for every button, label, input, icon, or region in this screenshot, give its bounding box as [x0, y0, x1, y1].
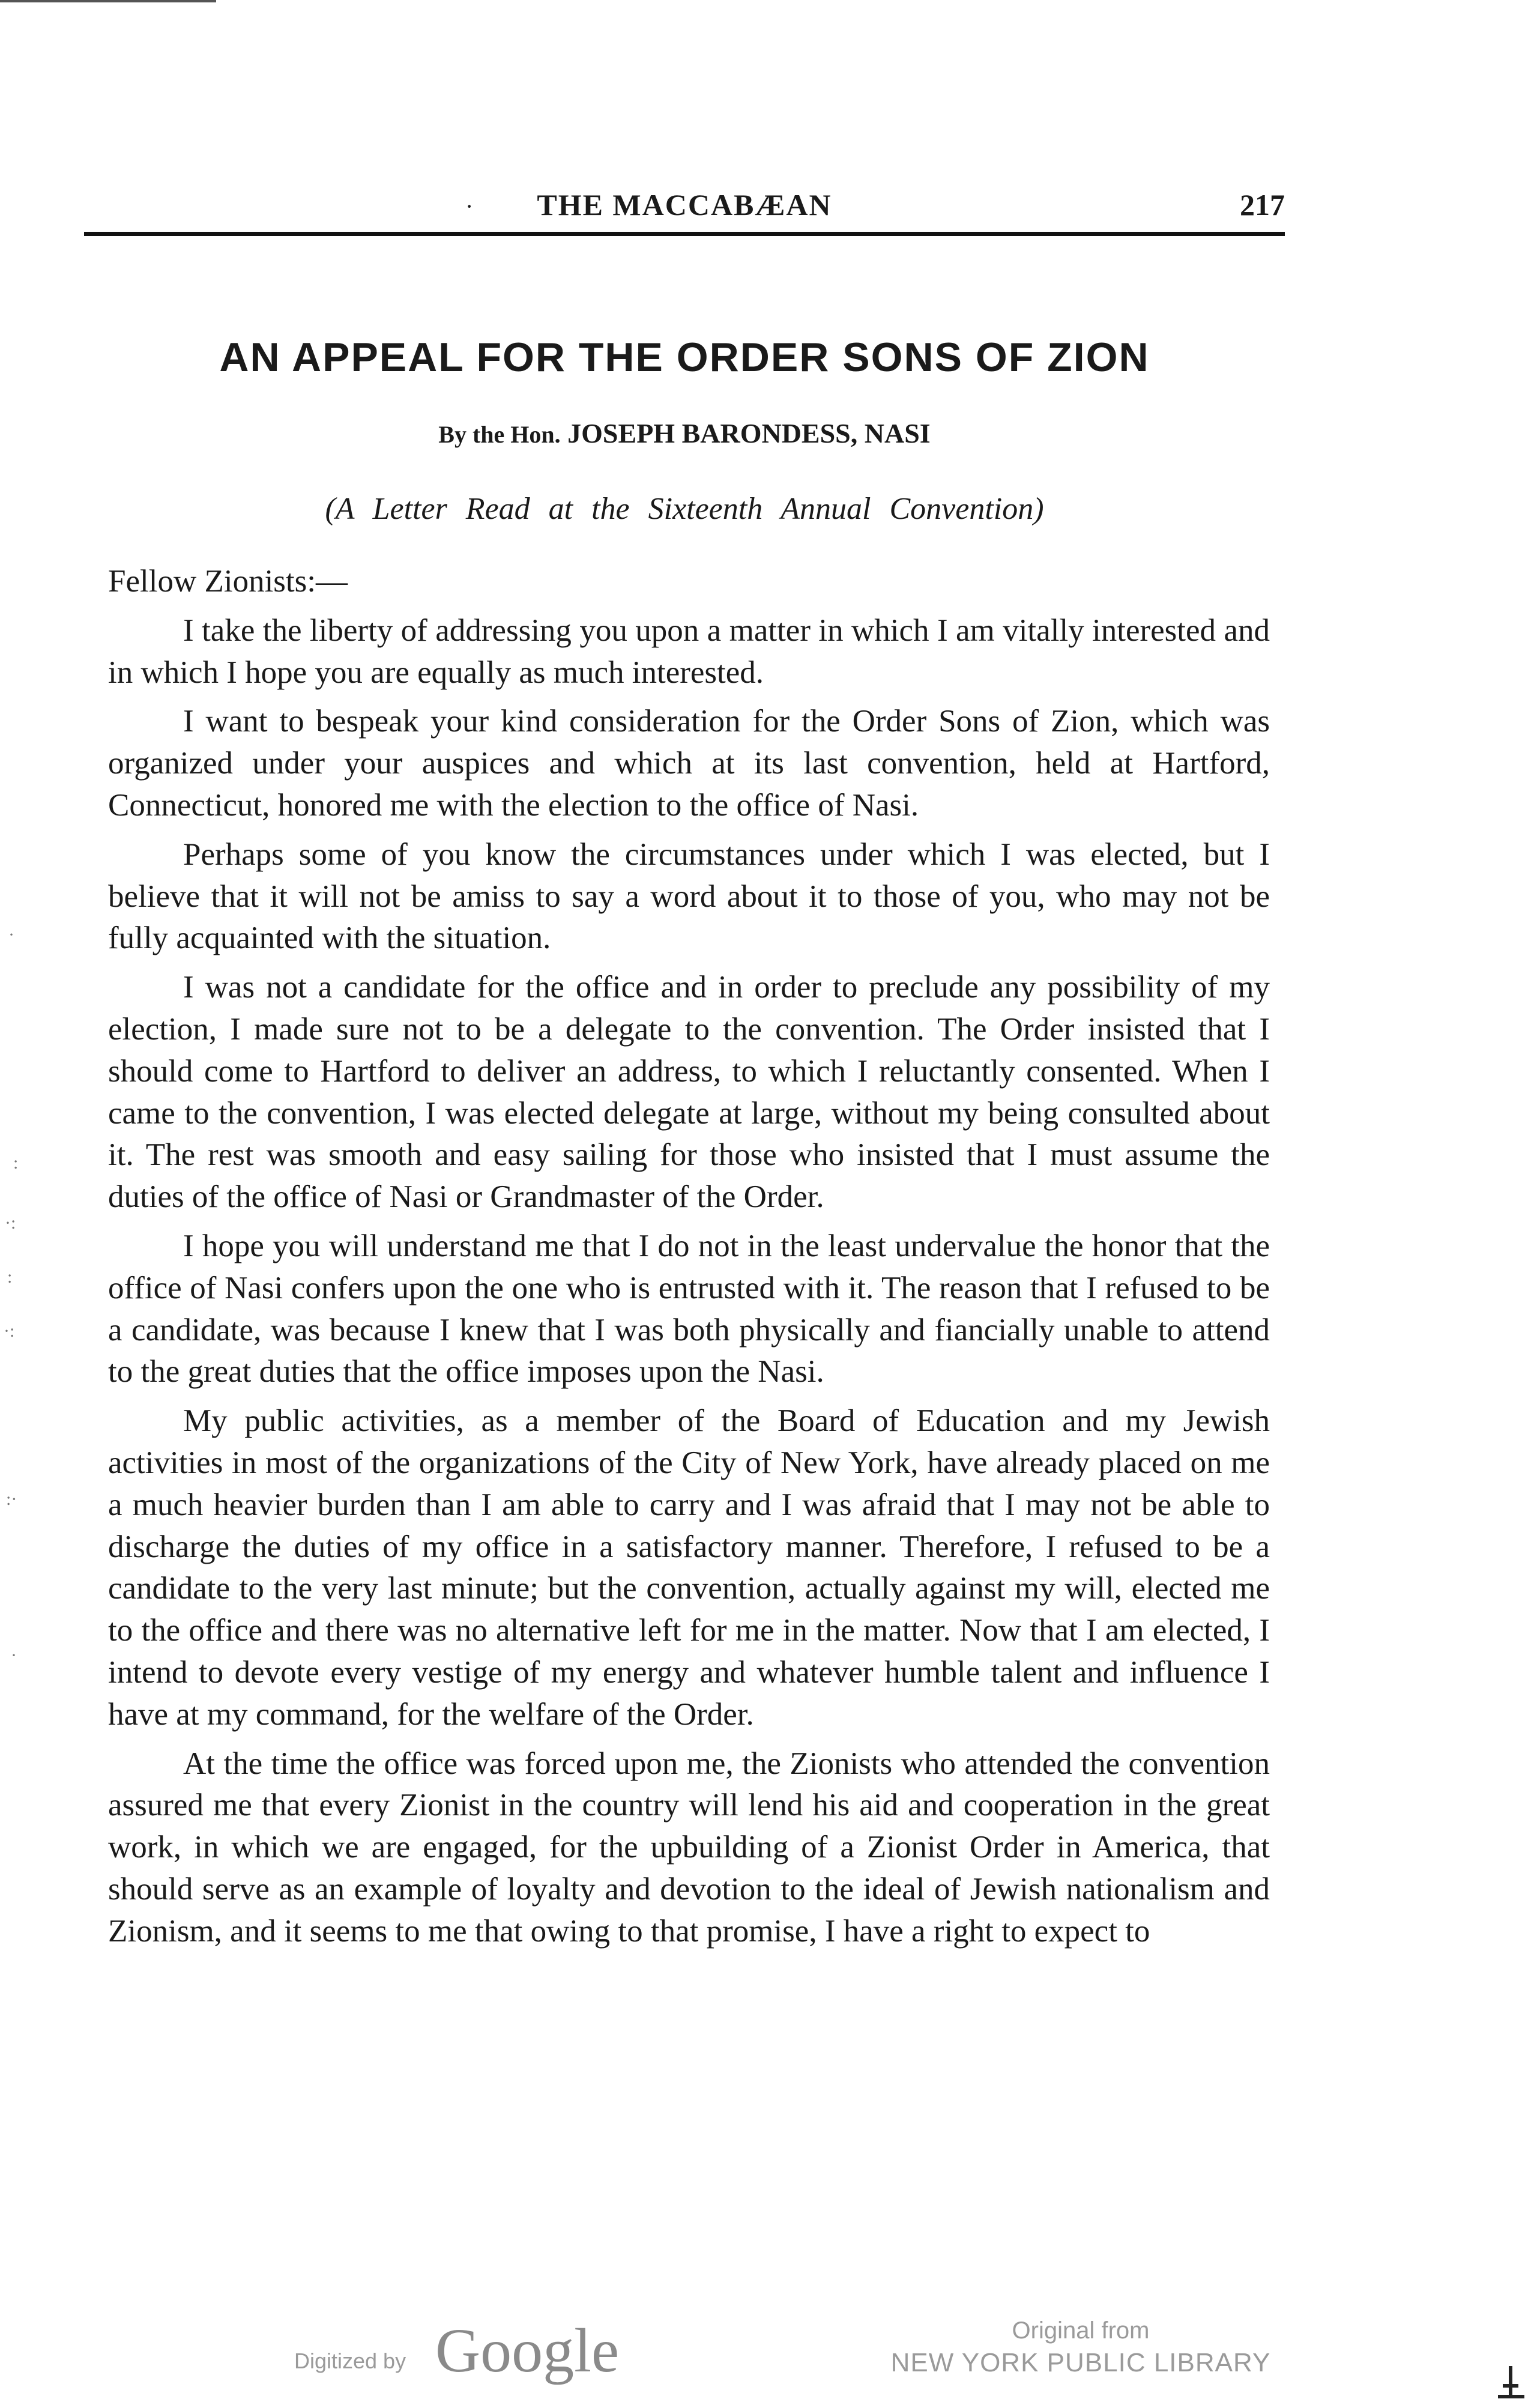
running-header: [84, 187, 1285, 235]
byline: [84, 417, 1285, 449]
paragraph: I take the liberty of addressing you upon a matter in which I am vitally interested and in which I hope you are equally as much interested.: [108, 613, 1270, 690]
digitized-label: Digitized by: [294, 2349, 406, 2373]
page-number: 217: [1240, 188, 1285, 222]
scan-margin-specks: · : ·: : ·: :· ·: [4, 925, 19, 1665]
paragraph: I was not a candidate for the office and in order to preclude any possibility of my election, I made sure not to be a delegate to the convention. The Order insisted that I should come to Hartford to deliver an address, to which I reluctantly consented. When I came to the convention, I was elected delegate at large, without my being consulted about it. The rest was smooth and easy sailing for those who insisted that I must assume the duties of the office of Nasi or Grandmaster of the Order.: [108, 970, 1270, 1215]
paragraph: I want to bespeak your kind consideration for the Order Sons of Zion, which was organized under your auspices and which at its last convention, held at Hartford, Connecticut, honored me with the election to the office of Nasi.: [108, 704, 1270, 823]
salutation: Fellow Zionists:—: [108, 564, 348, 599]
paragraph: Perhaps some of you know the circumstances under which I was elected, but I believe that it will not be amiss to say a word about it to those of you, who may not be fully acquainted with the situation.: [108, 836, 1270, 956]
scan-corner-mark: [1492, 2342, 1528, 2402]
article-title: AN APPEAL FOR THE ORDER SONS OF ZION: [219, 334, 1150, 380]
paragraph: My public activities, as a member of the Board of Education and my Jewish activities in most of the organizations of the City of New York, have already placed on me a much heavier burden than I am able to carry and I was afraid that I may not be able to discharge the duties of my office in a satisfactory manner. Therefore, I refused to be a candidate to the very last minute; but the convention, actually against my will, elected me to the office and there was no alternative left for me in the matter. Now that I am elected, I intend to devote every vestige of my energy and whatever humble talent and influence I have at my command, for the welfare of the Order.: [108, 1403, 1270, 1732]
original-from-label: Original from: [1012, 2317, 1150, 2344]
library-name: NEW YORK PUBLIC LIBRARY: [890, 2348, 1271, 2377]
header-dot: ·: [465, 193, 474, 220]
article-subtitle: (A Letter Read at the Sixteenth Annual Convention): [325, 492, 1044, 526]
byline-author: JOSEPH BARONDESS, NASI: [567, 418, 931, 449]
byline-prefix: By the Hon.: [438, 421, 561, 448]
library-attribution: [883, 2315, 1279, 2380]
header-rule: [84, 232, 1285, 236]
journal-title: THE MACCABÆAN: [537, 188, 832, 222]
article-body: [108, 561, 1270, 1953]
paragraph: At the time the office was forced upon me, the Zionists who attended the convention assured me that every Zionist in the country will lend his aid and cooperation in the great work, in which we are engaged, for the upbuilding of a Zionist Order in America, that should serve as an example of loyalty and devotion to the ideal of Jewish nationalism and Zionism, and it seems to me that owing to that promise, I have a right to expect to: [108, 1746, 1270, 1949]
scan-edge-line: [0, 0, 216, 2]
google-logo: Google: [435, 2316, 620, 2385]
paragraph: I hope you will understand me that I do not in the least undervalue the honor that the office of Nasi confers upon the one who is entrusted with it. The reason that I refused to be a candidate, was because I knew that I was both physically and fiancially unable to attend to the great duties that the office imposes upon the Nasi.: [108, 1228, 1270, 1390]
